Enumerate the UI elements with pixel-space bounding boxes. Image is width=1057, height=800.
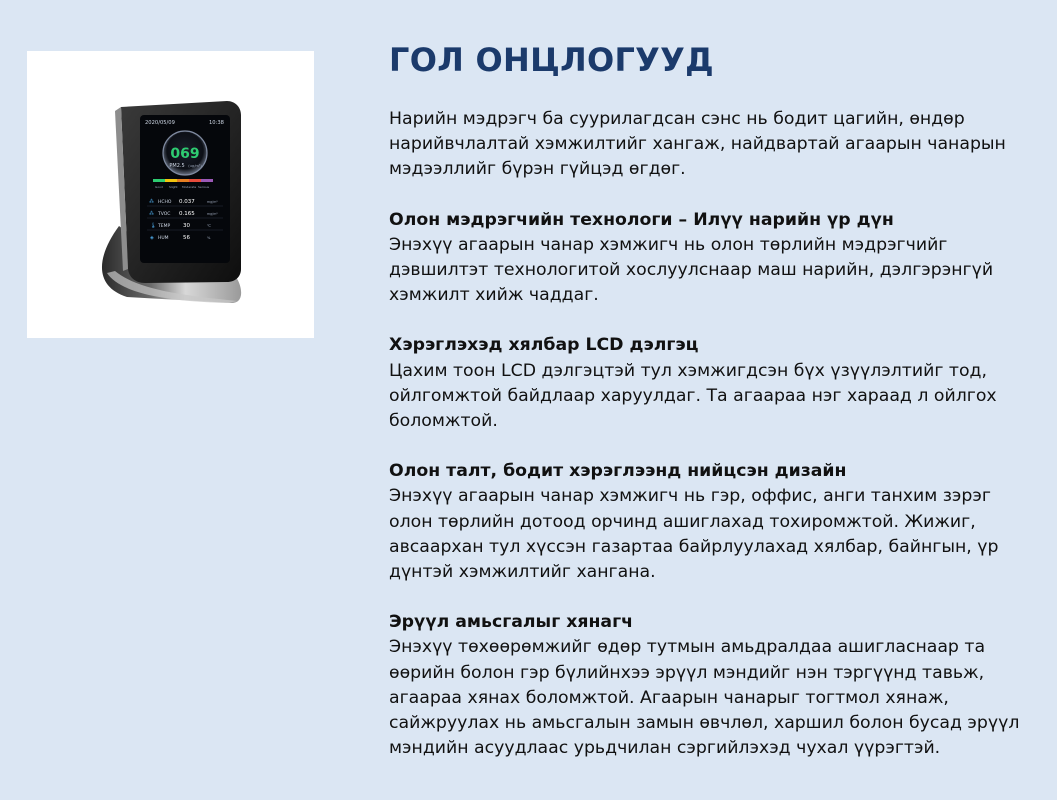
feature-text: Энэхүү агаарын чанар хэмжигч нь олон төрлийн мэдрэгчийг дэвшилтэт технологитой хослуулснаар маш нарийн, дэлгэрэнгүй хэмжилт хийж чаддаг. <box>389 234 994 306</box>
intro-paragraph: Нарийн мэдрэгч ба суурилагдсан сэнс нь бодит цагийн, өндөр нарийвчлалтай хэмжилтийг хангаж, найдвартай агаарын чанарын мэдээллийг бүрэн гүйцэд өгдөг. <box>389 109 1006 180</box>
droplet-icon: ◈ <box>150 235 154 241</box>
reading-label: TEMP <box>158 224 171 229</box>
scale-segment-good <box>153 179 165 182</box>
feature-heading: Хэрэглэхэд хялбар LCD дэлгэц <box>389 335 699 356</box>
reading-value: 0.037 <box>179 199 195 205</box>
screen-time: 10:38 <box>209 120 224 126</box>
pm-unit: (ug/m³) <box>188 164 202 168</box>
feature-healthy-breathing <box>389 610 1029 761</box>
reading-unit: ℃ <box>207 224 212 228</box>
screen-date: 2020/05/09 <box>145 120 175 126</box>
reading-tvoc <box>149 210 218 217</box>
scale-label-good: Good <box>155 185 163 189</box>
feature-text: Энэхүү төхөөрөмжийг өдөр тутмын амьдралдаа ашигласнаар та өөрийн болон гэр бүлийнхээ эрүүл мэндийг нэн тэргүүнд тавьж, агаараа хянах боломжтой. Агаарын чанарыг тогтмол хянаж, сайжруулах нь амьсгалын замын өвчлөл, харшил болон бусад эрүүл мэндийн асуудлаас урьдчилан сэргийлэхэд чухал үүрэгтэй. <box>389 637 1020 759</box>
air-quality-monitor-illustration <box>27 51 314 338</box>
scale-segment-slight <box>165 179 177 182</box>
features-section <box>389 40 1029 761</box>
molecule-icon: ⁂ <box>149 211 154 217</box>
scale-segment-serious <box>189 179 201 182</box>
reading-label: TVOC <box>158 212 171 217</box>
scale-label-moderate: Moderate <box>182 185 197 189</box>
reading-label: HUM <box>158 236 169 241</box>
reading-hcho <box>149 198 218 205</box>
reading-unit: mg/m³ <box>207 200 218 204</box>
feature-versatile-design <box>389 459 1029 585</box>
thermometer-icon: 🌡 <box>150 223 157 229</box>
pm-value: 069 <box>170 146 200 162</box>
feature-heading: Эрүүл амьсгалыг хянагч <box>389 612 633 633</box>
feature-heading: Олон талт, бодит хэрэглээнд нийцсэн дизайн <box>389 461 847 482</box>
product-image <box>27 51 314 338</box>
scale-segment-moderate <box>177 179 189 182</box>
feature-heading: Олон мэдрэгчийн технологи – Илүү нарийн үр дүн <box>389 209 894 230</box>
pm-label: PM2.5 <box>169 163 185 169</box>
scale-segment-severe <box>201 179 213 182</box>
reading-value: 56 <box>183 235 190 241</box>
scale-label-slight: Slight <box>169 185 178 189</box>
scale-label-serious: Serious <box>198 185 210 189</box>
reading-value: 0.165 <box>179 211 195 217</box>
molecule-icon: ⁂ <box>149 199 154 205</box>
page-title: ГОЛ ОНЦЛОГУУД <box>389 41 714 79</box>
reading-unit: mg/m³ <box>207 212 218 216</box>
feature-text: Энэхүү агаарын чанар хэмжигч нь гэр, оффис, анги танхим зэрэг олон төрлийн дотоод орчинд ашиглахад тохиромжтой. Жижиг, авсаархан тул хүссэн газартаа байрлуулахад хялбар, байнгын, үр дүнтэй хэмжилтийг хангана. <box>389 486 999 583</box>
feature-lcd-display <box>389 333 1029 434</box>
reading-label: HCHO <box>158 200 172 205</box>
feature-text: Цахим тоон LCD дэлгэцтэй тул хэмжигдсэн бүх үзүүлэлтийг тод, ойлгомжтой байдлаар харуулдаг. Та агаараа нэг хараад л ойлгох боломжтой. <box>389 360 997 432</box>
reading-value: 30 <box>183 223 190 229</box>
reading-unit: % <box>207 236 211 240</box>
feature-multi-sensor <box>389 208 1029 309</box>
